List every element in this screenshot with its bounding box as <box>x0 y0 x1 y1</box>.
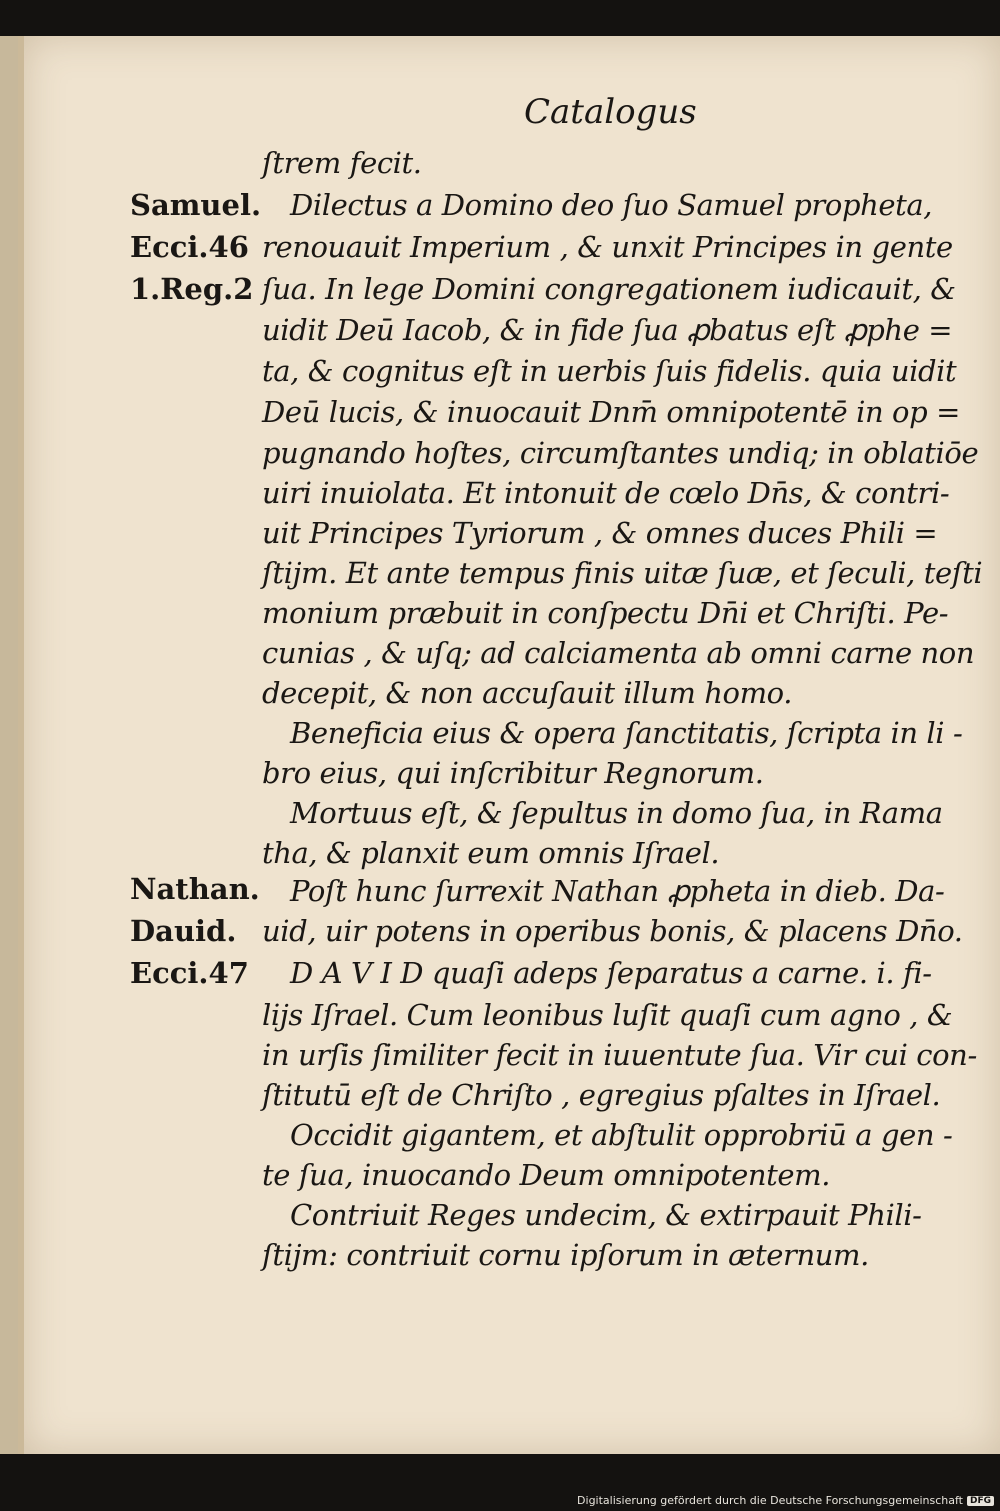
text-line: tha, & planxit eum omnis Iſrael. <box>262 836 720 870</box>
text-line: in urſis ſimiliter fecit in iuuentute ſua. Vir cui con- <box>262 1038 977 1072</box>
text-line: uit Principes Tyriorum , & omnes duces Phili = <box>262 516 938 550</box>
text-line: Beneficia eius & opera ſanctitatis, ſcripta in li - <box>290 716 963 750</box>
text-line: ſtrem fecit. <box>262 146 422 180</box>
text-line: lijs Iſrael. Cum leonibus luſit quaſi cum agno , & <box>262 998 953 1032</box>
margin-note-dauid: Dauid. <box>130 914 237 948</box>
text-line: decepit, & non accuſauit illum homo. <box>262 676 793 710</box>
text-line: te ſua, inuocando Deum omnipotentem. <box>262 1158 831 1192</box>
text-line: Dilectus a Domino deo ſuo Samuel propheta, <box>290 188 933 222</box>
digitization-credit <box>577 1494 994 1507</box>
margin-note-ecci46: Ecci.46 <box>130 230 249 264</box>
text-line: uid, uir potens in operibus bonis, & placens Dn̄o. <box>262 914 963 948</box>
credit-text: Digitalisierung gefördert durch die Deutsche Forschungsgemeinschaft <box>577 1494 963 1507</box>
dfg-logo: DFG <box>967 1496 994 1506</box>
margin-note-samuel: Samuel. <box>130 188 262 222</box>
text-line: ta, & cognitus eſt in uerbis ſuis fidelis. quia uidit <box>262 354 957 388</box>
text-line: ſtijm: contriuit cornu ipſorum in æternum. <box>262 1238 869 1272</box>
text-line: uiri inuiolata. Et intonuit de cœlo Dn̄s, & contri- <box>262 476 950 510</box>
margin-note-ecci47: Ecci.47 <box>130 956 249 990</box>
text-line: D A V I D quaſi adeps ſeparatus a carne. i. fi- <box>290 956 932 990</box>
running-header: Catalogus <box>524 92 697 132</box>
text-line: ſtijm. Et ante tempus finis uitæ ſuæ, et ſeculi, teſti <box>262 556 983 590</box>
text-line: ſtitutū eſt de Chriſto , egregius pſaltes in Iſrael. <box>262 1078 941 1112</box>
text-line: Poſt hunc ſurrexit Nathan ꝓpheta in dieb. Da- <box>290 874 945 908</box>
text-line: Deū lucis, & inuocauit Dnm̄ omnipotentē in op = <box>262 395 960 429</box>
margin-note-reg2: 1.Reg.2 <box>130 272 254 306</box>
text-line: bro eius, qui inſcribitur Regnorum. <box>262 756 764 790</box>
margin-note-nathan: Nathan. <box>130 872 260 906</box>
text-line: renouauit Imperium , & unxit Principes in gente <box>262 230 953 264</box>
text-line: ſua. In lege Domini congregationem iudicauit, & <box>262 272 956 306</box>
text-line: Contriuit Reges undecim, & extirpauit Phili- <box>290 1198 922 1232</box>
text-line: Mortuus eſt, & ſepultus in domo ſua, in Rama <box>290 796 943 830</box>
text-line: cunias , & uſq; ad calciamenta ab omni carne non <box>262 636 975 670</box>
text-line: pugnando hoſtes, circumſtantes undiq; in oblatiōe <box>262 436 979 470</box>
text-line: Occidit gigantem, et abſtulit opprobriū a gen - <box>290 1118 953 1152</box>
text-line: uidit Deū Iacob, & in fide ſua ꝓbatus eſt ꝓphe = <box>262 313 953 347</box>
text-line: monium præbuit in conſpectu Dn̄i et Chriſti. Pe- <box>262 596 949 630</box>
